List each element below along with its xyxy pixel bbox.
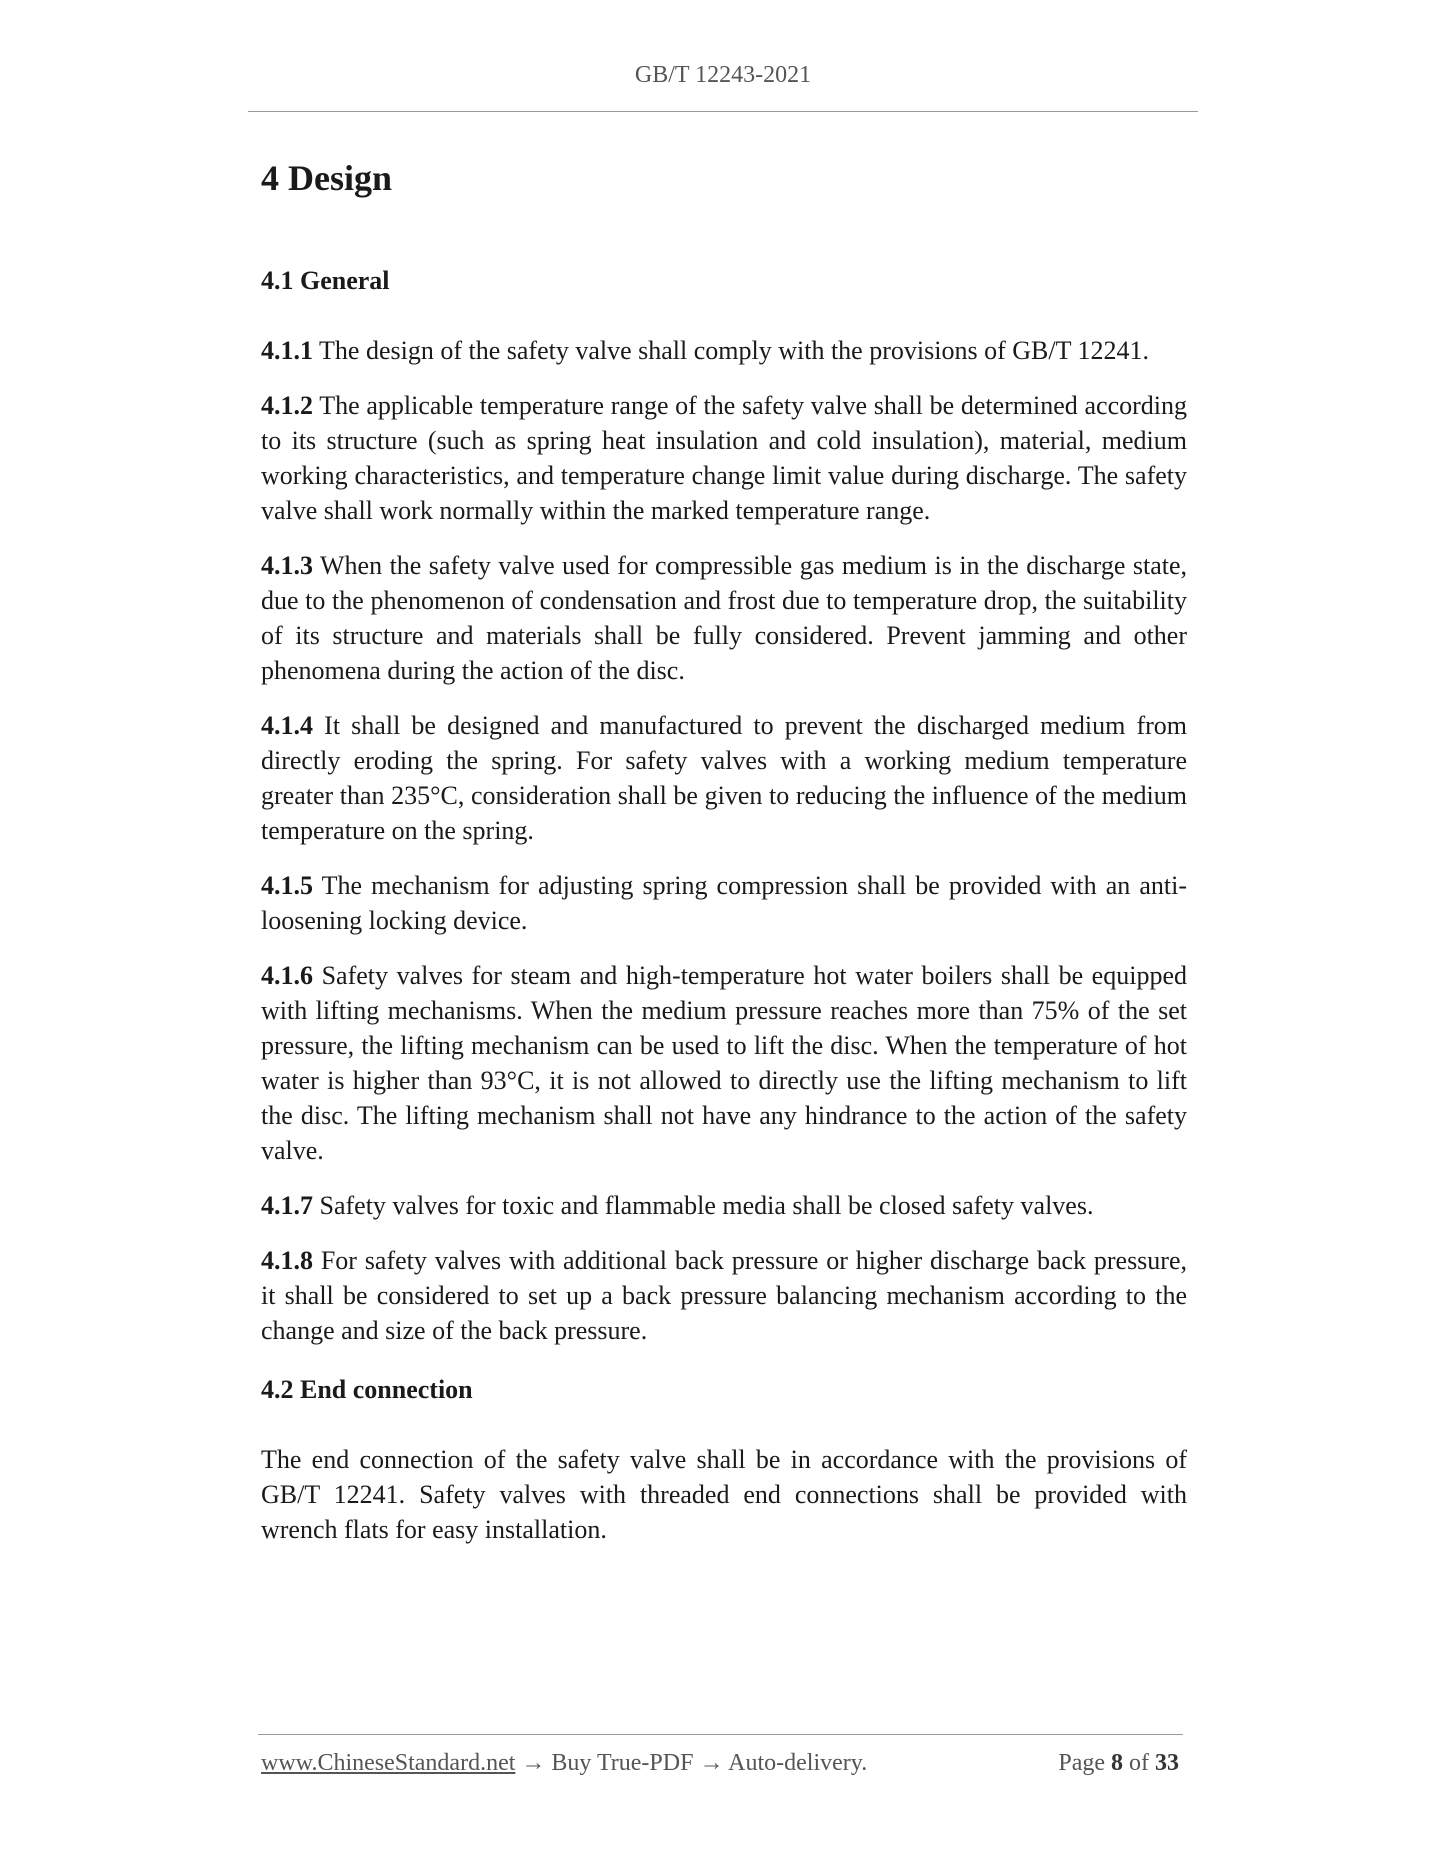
clause-text: The design of the safety valve shall comply with the provisions of GB/T 12241. [319, 336, 1149, 365]
clause-text: The applicable temperature range of the safety valve shall be determined according to its structure (such as spring heat insulation and cold insulation), material, medium working characteristics, and temperature change limit value during discharge. The safety valve shall work normally within the marked temperature range. [261, 391, 1187, 525]
end-connection-paragraph: The end connection of the safety valve shall be in accordance with the provisions of GB/T 12241. Safety valves with threaded end connections shall be provided with wrench flats for easy installation. [261, 1445, 1187, 1544]
buy-true-pdf-text: Buy True-PDF [551, 1750, 694, 1776]
page-number [1058, 1750, 1179, 1777]
clause-4-1-7 [261, 1188, 1187, 1223]
clause-4-1-4 [261, 708, 1187, 848]
clause-text: Safety valves for toxic and flammable media shall be closed safety valves. [319, 1191, 1094, 1220]
clause-number: 4.1.6 [261, 961, 313, 990]
clause-4-1-8 [261, 1243, 1187, 1348]
footer-divider [258, 1734, 1183, 1735]
clause-4-1-6 [261, 958, 1187, 1168]
document-body [261, 150, 1187, 1567]
arrow-right-icon: → [521, 1750, 546, 1776]
page-label: Page [1058, 1750, 1105, 1776]
subsection-title-end-connection: 4.2 End connection [261, 1375, 473, 1404]
clause-text: It shall be designed and manufactured to prevent the discharged medium from directly eroding the spring. For safety valves with a working medium temperature greater than 235°C, consideration shall be given to reducing the influence of the medium temperature on the spring. [261, 711, 1188, 845]
clause-number: 4.1.2 [261, 391, 313, 420]
clause-number: 4.1.5 [261, 871, 313, 900]
auto-delivery-text: Auto-delivery. [728, 1750, 868, 1776]
page-total: 33 [1155, 1750, 1179, 1776]
clause-number: 4.1.3 [261, 551, 313, 580]
page-of: of [1129, 1750, 1149, 1776]
clause-text: When the safety valve used for compressible gas medium is in the discharge state, due to the phenomenon of condensation and frost due to temperature drop, the suitability of its structure and materials shall be fully considered. Prevent jamming and other phenomena during the action of the disc. [261, 551, 1188, 685]
header-divider [248, 111, 1198, 112]
page-current: 8 [1111, 1750, 1123, 1776]
footer-promo [261, 1750, 867, 1777]
clause-text: The mechanism for adjusting spring compression shall be provided with an anti-loosening locking device. [261, 871, 1188, 935]
clause-4-1-3 [261, 548, 1187, 688]
clause-text: For safety valves with additional back pressure or higher discharge back pressure, it shall be considered to set up a back pressure balancing mechanism according to the change and size of the back pressure. [261, 1246, 1187, 1345]
clause-number: 4.1.8 [261, 1246, 313, 1275]
site-link[interactable]: www.ChineseStandard.net [261, 1750, 516, 1776]
arrow-right-icon: → [699, 1750, 724, 1776]
subsection-title-general: 4.1 General [261, 266, 390, 295]
clause-number: 4.1.4 [261, 711, 313, 740]
clause-number: 4.1.7 [261, 1191, 313, 1220]
clause-4-1-2 [261, 388, 1187, 528]
page-header-standard-code: GB/T 12243-2021 [634, 62, 812, 88]
clause-number: 4.1.1 [261, 336, 313, 365]
clause-4-1-5 [261, 868, 1187, 938]
clause-4-1-1 [261, 333, 1187, 368]
section-title: 4 Design [261, 158, 393, 198]
clause-text: Safety valves for steam and high-temperature hot water boilers shall be equipped with lifting mechanisms. When the medium pressure reaches more than 75% of the set pressure, the lifting mechanism can be used to lift the disc. When the temperature of hot water is higher than 93°C, it is not allowed to directly use the lifting mechanism to lift the disc. The lifting mechanism shall not have any hindrance to the action of the safety valve. [261, 961, 1187, 1165]
